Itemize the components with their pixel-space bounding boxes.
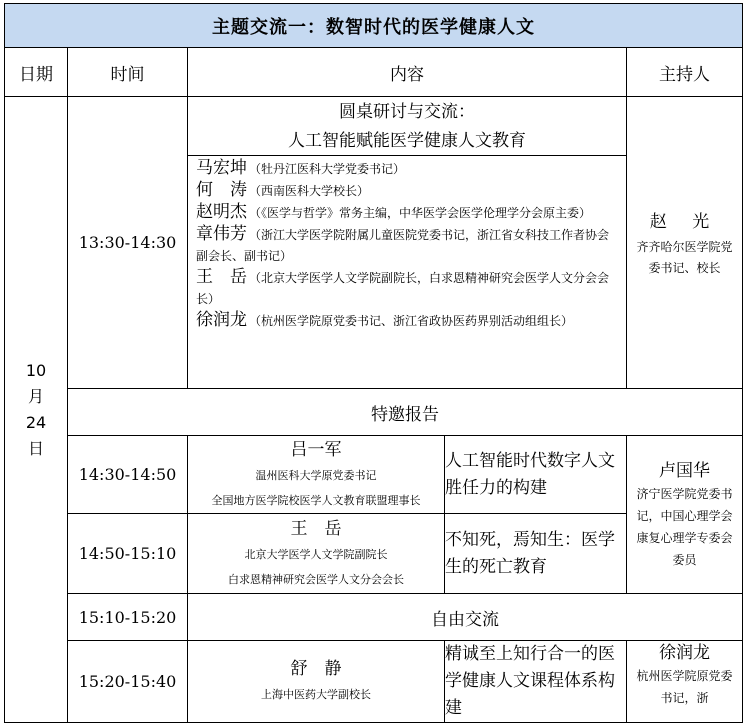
talk2-topic: 不知死，焉知生：医学生的死亡教育 — [445, 514, 627, 594]
participant-desc: （《医学与哲学》常务主编，中华医学会医学伦理学分会原主委） — [249, 206, 592, 220]
talk2-time: 14:50-15:10 — [68, 514, 188, 594]
date-cell — [5, 97, 68, 723]
talk3-org1: 上海中医药大学副校长 — [261, 688, 371, 701]
talk1-speaker-cell — [188, 436, 445, 514]
schedule-table — [4, 3, 743, 723]
roundtable-host-name: 赵 光 — [649, 211, 720, 232]
header-host: 主持人 — [627, 48, 743, 97]
talk2-org2: 白求恩精神研究会医学人文分会会长 — [228, 572, 404, 586]
talk2-speaker: 王 岳 — [290, 518, 342, 539]
talk3-speaker-cell — [188, 641, 445, 723]
participant-desc: （浙江大学医学院附属儿童医院党委书记，浙江省女科技工作者协会副会长、副书记） — [196, 228, 610, 263]
talk1-speaker: 吕一军 — [290, 439, 342, 460]
participant-desc: （北京大学医学人文学院副院长，白求恩精神研究会医学人文分会会长） — [196, 271, 610, 306]
talk1-topic: 人工智能时代数字人文胜任力的构建 — [445, 436, 627, 514]
date-month-num: 10 — [25, 360, 47, 380]
host-b-name: 卢国华 — [659, 460, 710, 481]
host-b-cell — [627, 436, 743, 594]
header-content: 内容 — [188, 48, 627, 97]
roundtable-host-cell — [627, 97, 743, 389]
host-c-org: 杭州医学院原党委书记，浙 — [636, 669, 733, 705]
host-c-name: 徐润龙 — [659, 643, 710, 663]
roundtable-host-org: 齐齐哈尔医学院党委书记、校长 — [636, 239, 733, 275]
participant — [196, 158, 620, 180]
host-c-cell — [627, 641, 743, 723]
talk2-speaker-cell — [188, 514, 445, 594]
participant-name: 马宏坤 — [196, 158, 247, 178]
header-date: 日期 — [5, 48, 68, 97]
talk3-speaker: 舒 静 — [290, 659, 342, 679]
participant-desc: （牡丹江医科大学党委书记） — [249, 162, 406, 176]
roundtable-title-line2: 人工智能赋能医学健康人文教育 — [188, 126, 626, 156]
participant — [196, 310, 620, 332]
host-b-org: 济宁医学院党委书记，中国心理学会康复心理学专委会委员 — [636, 486, 733, 567]
participant-name: 王 岳 — [196, 267, 247, 287]
participant — [196, 267, 620, 310]
free-time: 15:10-15:20 — [68, 594, 188, 641]
participant-desc: （西南医科大学校长） — [249, 184, 370, 198]
date-month-char: 月 — [27, 386, 44, 406]
talk1-org1: 温州医科大学原党委书记 — [255, 468, 377, 482]
talk1-time: 14:30-14:50 — [68, 436, 188, 514]
participant-name: 赵明杰 — [196, 202, 247, 222]
date-day-num: 24 — [25, 412, 47, 432]
roundtable-content — [188, 97, 627, 389]
roundtable-time: 13:30-14:30 — [68, 97, 188, 389]
talk3-topic: 精诚至上知行合一的医学健康人文课程体系构建 — [445, 641, 627, 723]
header-time: 时间 — [68, 48, 188, 97]
free-label: 自由交流 — [188, 594, 743, 641]
table-title: 主题交流一：数智时代的医学健康人文 — [5, 4, 743, 48]
date-day-char: 日 — [27, 438, 44, 458]
talk2-org1: 北京大学医学人文学院副院长 — [244, 547, 388, 561]
special-report-label: 特邀报告 — [68, 389, 743, 436]
participant — [196, 224, 620, 267]
participant-name: 章伟芳 — [196, 224, 247, 244]
participant-list — [188, 156, 626, 334]
participant-name: 徐润龙 — [196, 310, 247, 330]
participant-desc: （杭州医学院原党委书记、浙江省政协医药界别活动组组长） — [249, 314, 574, 328]
participant — [196, 202, 620, 224]
participant-name: 何 涛 — [196, 180, 247, 200]
participant — [196, 180, 620, 202]
talk1-org2: 全国地方医学院校医学人文教育联盟理事长 — [211, 493, 421, 507]
roundtable-title-line1: 圆桌研讨与交流： — [339, 102, 475, 122]
talk3-time: 15:20-15:40 — [68, 641, 188, 723]
